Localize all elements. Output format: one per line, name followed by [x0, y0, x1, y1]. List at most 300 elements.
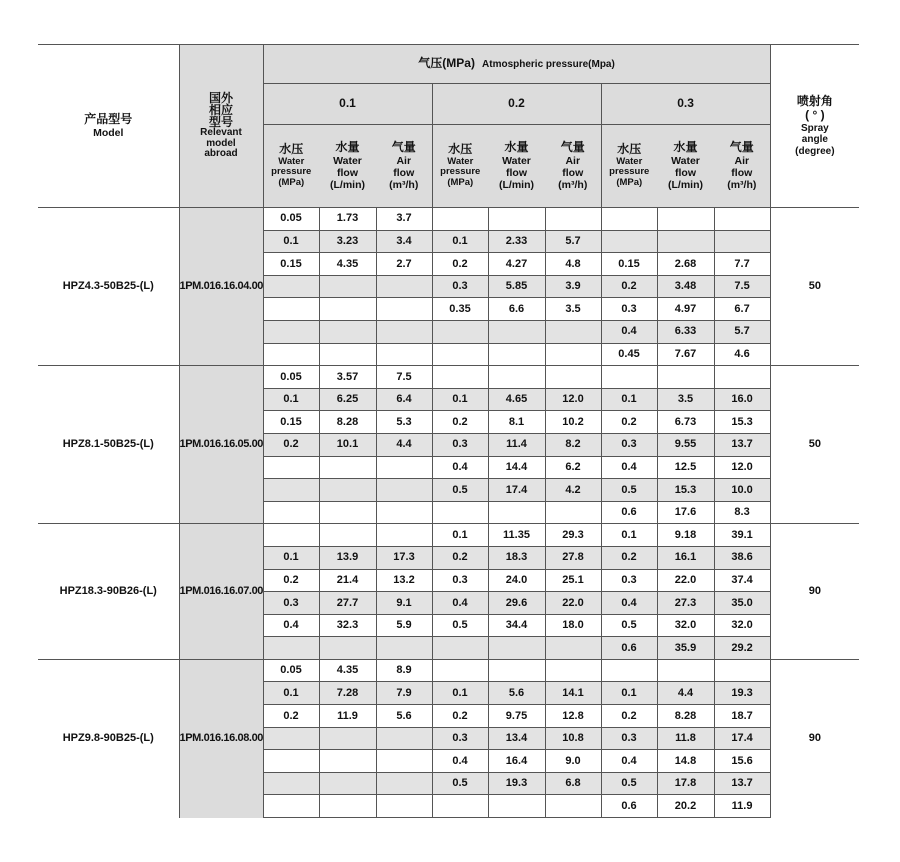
data-cell: [601, 659, 657, 682]
data-cell: [545, 366, 601, 389]
data-cell: 3.5: [657, 388, 714, 411]
data-cell: 1.73: [319, 208, 376, 231]
data-cell: [432, 637, 488, 660]
data-cell: [432, 795, 488, 818]
sub-header-en: Water pressure (MPa): [440, 155, 481, 189]
header-model-zh: 产品型号: [84, 112, 133, 127]
spec-table: [38, 44, 859, 818]
data-cell: [376, 524, 432, 547]
data-cell: 13.7: [714, 433, 770, 456]
model-cell: HPZ8.1-50B25-(L): [38, 366, 179, 524]
data-cell: 37.4: [714, 569, 770, 592]
data-cell: 0.1: [263, 388, 319, 411]
data-cell: 6.6: [488, 298, 545, 321]
data-cell: 6.4: [376, 388, 432, 411]
data-cell: 9.0: [545, 750, 601, 773]
table-header: [38, 45, 859, 208]
data-cell: [319, 501, 376, 524]
data-cell: 0.4: [263, 614, 319, 637]
data-cell: [488, 501, 545, 524]
data-cell: 0.2: [432, 705, 488, 728]
data-cell: [488, 208, 545, 231]
data-cell: 12.8: [545, 705, 601, 728]
sub-header-3-2: [657, 125, 714, 208]
data-cell: [319, 456, 376, 479]
data-cell: 17.4: [714, 727, 770, 750]
data-cell: 9.18: [657, 524, 714, 547]
table-row: [38, 366, 859, 389]
data-cell: 3.23: [319, 230, 376, 253]
data-cell: 14.1: [545, 682, 601, 705]
header-relevant-en: Relevant model abroad: [200, 127, 242, 160]
data-cell: 5.3: [376, 411, 432, 434]
data-cell: 4.4: [657, 682, 714, 705]
data-cell: 0.3: [601, 433, 657, 456]
data-cell: [263, 637, 319, 660]
data-cell: 21.4: [319, 569, 376, 592]
data-cell: 0.1: [432, 230, 488, 253]
sub-header-zh: 气量: [391, 140, 416, 154]
data-cell: [432, 343, 488, 366]
data-cell: [319, 750, 376, 773]
data-cell: 0.1: [601, 524, 657, 547]
data-cell: 16.4: [488, 750, 545, 773]
model-cell: HPZ18.3-90B26-(L): [38, 524, 179, 660]
data-cell: 17.4: [488, 479, 545, 502]
sub-header-en: Water pressure (MPa): [609, 155, 650, 189]
sub-header-zh: 水量: [673, 140, 698, 154]
data-cell: 0.2: [432, 253, 488, 276]
data-cell: 5.85: [488, 275, 545, 298]
spray-angle-cell: 90: [770, 524, 859, 660]
data-cell: [432, 659, 488, 682]
model-cell: HPZ9.8-90B25-(L): [38, 659, 179, 817]
data-cell: [376, 772, 432, 795]
data-cell: [488, 795, 545, 818]
sub-header-3-3: [714, 125, 770, 208]
data-cell: [263, 298, 319, 321]
header-pressure-en: Atmospheric pressure(Mpa): [482, 59, 615, 71]
data-cell: 3.4: [376, 230, 432, 253]
data-cell: 0.1: [601, 388, 657, 411]
data-cell: 4.4: [376, 433, 432, 456]
data-cell: 8.2: [545, 433, 601, 456]
data-cell: 0.3: [432, 727, 488, 750]
data-cell: 0.1: [432, 388, 488, 411]
data-cell: 0.2: [263, 569, 319, 592]
data-cell: 32.0: [714, 614, 770, 637]
data-cell: [319, 320, 376, 343]
data-cell: 13.2: [376, 569, 432, 592]
data-cell: [376, 275, 432, 298]
data-cell: 5.6: [488, 682, 545, 705]
data-cell: 0.2: [601, 546, 657, 569]
data-cell: [545, 659, 601, 682]
data-cell: 5.6: [376, 705, 432, 728]
data-cell: [319, 479, 376, 502]
data-cell: 5.9: [376, 614, 432, 637]
header-angle-zh: 喷射角: [796, 93, 833, 108]
data-cell: [319, 343, 376, 366]
data-cell: [376, 501, 432, 524]
data-cell: 11.4: [488, 433, 545, 456]
data-cell: [376, 298, 432, 321]
data-cell: 0.4: [601, 750, 657, 773]
data-cell: 17.8: [657, 772, 714, 795]
data-cell: 2.33: [488, 230, 545, 253]
data-cell: 0.3: [601, 569, 657, 592]
data-cell: 38.6: [714, 546, 770, 569]
data-cell: 4.65: [488, 388, 545, 411]
data-cell: [319, 524, 376, 547]
data-cell: [545, 637, 601, 660]
data-cell: [488, 637, 545, 660]
data-cell: [263, 750, 319, 773]
sub-header-en: Air flow (m³/h): [727, 154, 757, 191]
data-cell: 9.55: [657, 433, 714, 456]
data-cell: 0.45: [601, 343, 657, 366]
header-pressure-zh: 气压(MPa): [418, 56, 475, 71]
data-cell: 8.3: [714, 501, 770, 524]
sub-header-zh: 水压: [617, 141, 642, 156]
data-cell: [488, 366, 545, 389]
data-cell: 19.3: [714, 682, 770, 705]
data-cell: [432, 366, 488, 389]
sub-header-1-1: [263, 125, 319, 208]
data-cell: 17.6: [657, 501, 714, 524]
data-cell: 0.2: [432, 546, 488, 569]
data-cell: [263, 320, 319, 343]
data-cell: 0.1: [263, 546, 319, 569]
sub-header-en: Air flow (m³/h): [558, 154, 588, 191]
relevant-model-cell: 1PM.016.16.05.00: [179, 366, 263, 524]
sub-header-zh: 气量: [729, 140, 754, 154]
data-cell: 4.27: [488, 253, 545, 276]
data-cell: [319, 772, 376, 795]
data-cell: 5.7: [545, 230, 601, 253]
sub-header-1-2: [319, 125, 376, 208]
model-cell: HPZ4.3-50B25-(L): [38, 208, 179, 366]
data-cell: [432, 320, 488, 343]
data-cell: 0.3: [432, 569, 488, 592]
header-angle-en: Spray angle (degree): [795, 122, 835, 157]
data-cell: 4.35: [319, 253, 376, 276]
pressure-group-2: 0.2: [432, 84, 601, 125]
pressure-group-1: 0.1: [263, 84, 432, 125]
data-cell: 0.05: [263, 659, 319, 682]
data-cell: 6.7: [714, 298, 770, 321]
data-cell: [545, 795, 601, 818]
data-cell: 0.2: [601, 705, 657, 728]
data-cell: 35.0: [714, 592, 770, 615]
data-cell: 4.97: [657, 298, 714, 321]
sub-header-en: Water flow (L/min): [668, 154, 703, 191]
data-cell: [319, 275, 376, 298]
data-cell: [376, 727, 432, 750]
data-cell: [657, 208, 714, 231]
data-cell: 29.2: [714, 637, 770, 660]
data-cell: 18.7: [714, 705, 770, 728]
data-cell: [601, 208, 657, 231]
data-cell: 34.4: [488, 614, 545, 637]
sub-header-zh: 水压: [279, 141, 304, 156]
data-cell: 0.4: [432, 456, 488, 479]
data-cell: [376, 456, 432, 479]
data-cell: [263, 501, 319, 524]
data-cell: 2.7: [376, 253, 432, 276]
data-cell: 10.1: [319, 433, 376, 456]
data-cell: [263, 479, 319, 502]
data-cell: 9.1: [376, 592, 432, 615]
data-cell: 0.6: [601, 501, 657, 524]
data-cell: [319, 795, 376, 818]
header-pressure: [263, 45, 770, 84]
data-cell: 0.15: [601, 253, 657, 276]
data-cell: 0.1: [601, 682, 657, 705]
sub-header-1-3: [376, 125, 432, 208]
sub-header-2-3: [545, 125, 601, 208]
data-cell: 35.9: [657, 637, 714, 660]
sub-header-en: Air flow (m³/h): [389, 154, 419, 191]
data-cell: [601, 366, 657, 389]
data-cell: 16.0: [714, 388, 770, 411]
data-cell: [545, 343, 601, 366]
data-cell: [657, 230, 714, 253]
data-cell: 8.9: [376, 659, 432, 682]
sub-header-zh: 水量: [504, 140, 529, 154]
relevant-model-cell: 1PM.016.16.07.00: [179, 524, 263, 660]
data-cell: 8.28: [657, 705, 714, 728]
data-cell: [376, 750, 432, 773]
data-cell: 0.1: [432, 524, 488, 547]
table-row: [38, 524, 859, 547]
data-cell: 8.28: [319, 411, 376, 434]
data-cell: 27.7: [319, 592, 376, 615]
data-cell: [488, 343, 545, 366]
data-cell: [545, 501, 601, 524]
header-model: [38, 45, 179, 208]
data-cell: 4.8: [545, 253, 601, 276]
data-cell: 13.7: [714, 772, 770, 795]
data-cell: 15.6: [714, 750, 770, 773]
data-cell: [319, 727, 376, 750]
sub-header-zh: 气量: [560, 140, 585, 154]
table-row: [38, 659, 859, 682]
sub-header-en: Water pressure (MPa): [271, 155, 312, 189]
data-cell: 0.35: [432, 298, 488, 321]
data-cell: 0.05: [263, 366, 319, 389]
data-cell: [432, 501, 488, 524]
data-cell: 0.4: [601, 592, 657, 615]
data-cell: 11.8: [657, 727, 714, 750]
sub-header-2-1: [432, 125, 488, 208]
data-cell: [319, 637, 376, 660]
data-cell: 0.5: [432, 479, 488, 502]
data-cell: 0.2: [601, 411, 657, 434]
data-cell: 0.3: [432, 275, 488, 298]
data-cell: 0.5: [432, 614, 488, 637]
data-cell: [376, 795, 432, 818]
data-cell: 0.1: [263, 230, 319, 253]
data-cell: 10.8: [545, 727, 601, 750]
table-body: [38, 208, 859, 818]
data-cell: 7.7: [714, 253, 770, 276]
sub-header-zh: 水压: [448, 141, 473, 156]
data-cell: 24.0: [488, 569, 545, 592]
data-cell: 14.4: [488, 456, 545, 479]
data-cell: 5.7: [714, 320, 770, 343]
data-cell: 0.4: [601, 320, 657, 343]
spray-angle-cell: 90: [770, 659, 859, 817]
data-cell: [714, 659, 770, 682]
data-cell: [657, 366, 714, 389]
data-cell: 39.1: [714, 524, 770, 547]
header-relevant-zh: 国外 相应 型号: [208, 91, 233, 130]
data-cell: 6.25: [319, 388, 376, 411]
data-cell: 6.2: [545, 456, 601, 479]
relevant-model-cell: 1PM.016.16.08.00: [179, 659, 263, 817]
data-cell: 8.1: [488, 411, 545, 434]
data-cell: 7.9: [376, 682, 432, 705]
data-cell: 22.0: [657, 569, 714, 592]
data-cell: 9.75: [488, 705, 545, 728]
data-cell: [263, 524, 319, 547]
data-cell: [263, 456, 319, 479]
data-cell: 0.15: [263, 411, 319, 434]
data-cell: 0.5: [601, 614, 657, 637]
relevant-model-cell: 1PM.016.16.04.00: [179, 208, 263, 366]
data-cell: 6.8: [545, 772, 601, 795]
data-cell: 15.3: [714, 411, 770, 434]
header-angle: [770, 45, 859, 208]
data-cell: 3.5: [545, 298, 601, 321]
data-cell: 0.6: [601, 637, 657, 660]
data-cell: 10.2: [545, 411, 601, 434]
spray-angle-cell: 50: [770, 366, 859, 524]
data-cell: 0.3: [432, 433, 488, 456]
data-cell: 0.2: [263, 433, 319, 456]
data-cell: [263, 795, 319, 818]
data-cell: 0.2: [263, 705, 319, 728]
data-cell: 7.5: [376, 366, 432, 389]
data-cell: 0.1: [263, 682, 319, 705]
data-cell: [263, 275, 319, 298]
data-cell: 13.4: [488, 727, 545, 750]
data-cell: 0.4: [601, 456, 657, 479]
data-cell: 13.9: [319, 546, 376, 569]
sub-header-2-2: [488, 125, 545, 208]
data-cell: 7.28: [319, 682, 376, 705]
data-cell: 12.5: [657, 456, 714, 479]
data-cell: [376, 479, 432, 502]
data-cell: 20.2: [657, 795, 714, 818]
data-cell: 0.2: [601, 275, 657, 298]
data-cell: [376, 637, 432, 660]
data-cell: 16.1: [657, 546, 714, 569]
data-cell: 3.7: [376, 208, 432, 231]
data-cell: 3.9: [545, 275, 601, 298]
data-cell: 12.0: [545, 388, 601, 411]
table-row: [38, 208, 859, 231]
data-cell: [263, 772, 319, 795]
data-cell: 0.5: [432, 772, 488, 795]
data-cell: 32.3: [319, 614, 376, 637]
data-cell: 11.35: [488, 524, 545, 547]
data-cell: 32.0: [657, 614, 714, 637]
sub-header-zh: 水量: [335, 140, 360, 154]
data-cell: 3.57: [319, 366, 376, 389]
data-cell: [488, 659, 545, 682]
data-cell: 0.05: [263, 208, 319, 231]
header-angle-deg: ( ° ): [805, 107, 825, 122]
data-cell: 4.2: [545, 479, 601, 502]
data-cell: [376, 320, 432, 343]
data-cell: 6.73: [657, 411, 714, 434]
data-cell: 0.3: [263, 592, 319, 615]
data-cell: 0.5: [601, 772, 657, 795]
sub-header-3-1: [601, 125, 657, 208]
data-cell: [601, 230, 657, 253]
data-cell: 10.0: [714, 479, 770, 502]
data-cell: [376, 343, 432, 366]
data-cell: [432, 208, 488, 231]
data-cell: [263, 727, 319, 750]
data-cell: 4.35: [319, 659, 376, 682]
data-cell: [319, 298, 376, 321]
data-cell: 29.3: [545, 524, 601, 547]
data-cell: [714, 366, 770, 389]
sub-header-en: Water flow (L/min): [499, 154, 534, 191]
data-cell: 29.6: [488, 592, 545, 615]
header-model-en: Model: [93, 126, 124, 139]
data-cell: [714, 208, 770, 231]
sub-header-en: Water flow (L/min): [330, 154, 365, 191]
data-cell: 22.0: [545, 592, 601, 615]
data-cell: [545, 320, 601, 343]
data-cell: 0.3: [601, 298, 657, 321]
data-cell: 0.15: [263, 253, 319, 276]
data-cell: 0.4: [432, 592, 488, 615]
data-cell: 19.3: [488, 772, 545, 795]
pressure-group-3: 0.3: [601, 84, 770, 125]
data-cell: 14.8: [657, 750, 714, 773]
data-cell: 6.33: [657, 320, 714, 343]
data-cell: 0.4: [432, 750, 488, 773]
data-cell: 7.67: [657, 343, 714, 366]
data-cell: 3.48: [657, 275, 714, 298]
data-cell: 27.3: [657, 592, 714, 615]
data-cell: 18.3: [488, 546, 545, 569]
data-cell: [657, 659, 714, 682]
data-cell: 11.9: [714, 795, 770, 818]
data-cell: 0.6: [601, 795, 657, 818]
data-cell: 12.0: [714, 456, 770, 479]
data-cell: [263, 343, 319, 366]
spray-angle-cell: 50: [770, 208, 859, 366]
data-cell: [545, 208, 601, 231]
data-cell: 0.3: [601, 727, 657, 750]
data-cell: 11.9: [319, 705, 376, 728]
data-cell: 27.8: [545, 546, 601, 569]
data-cell: 15.3: [657, 479, 714, 502]
data-cell: 0.2: [432, 411, 488, 434]
data-cell: 18.0: [545, 614, 601, 637]
data-cell: [714, 230, 770, 253]
data-cell: 0.5: [601, 479, 657, 502]
data-cell: 17.3: [376, 546, 432, 569]
data-cell: 25.1: [545, 569, 601, 592]
header-relevant: [179, 45, 263, 208]
